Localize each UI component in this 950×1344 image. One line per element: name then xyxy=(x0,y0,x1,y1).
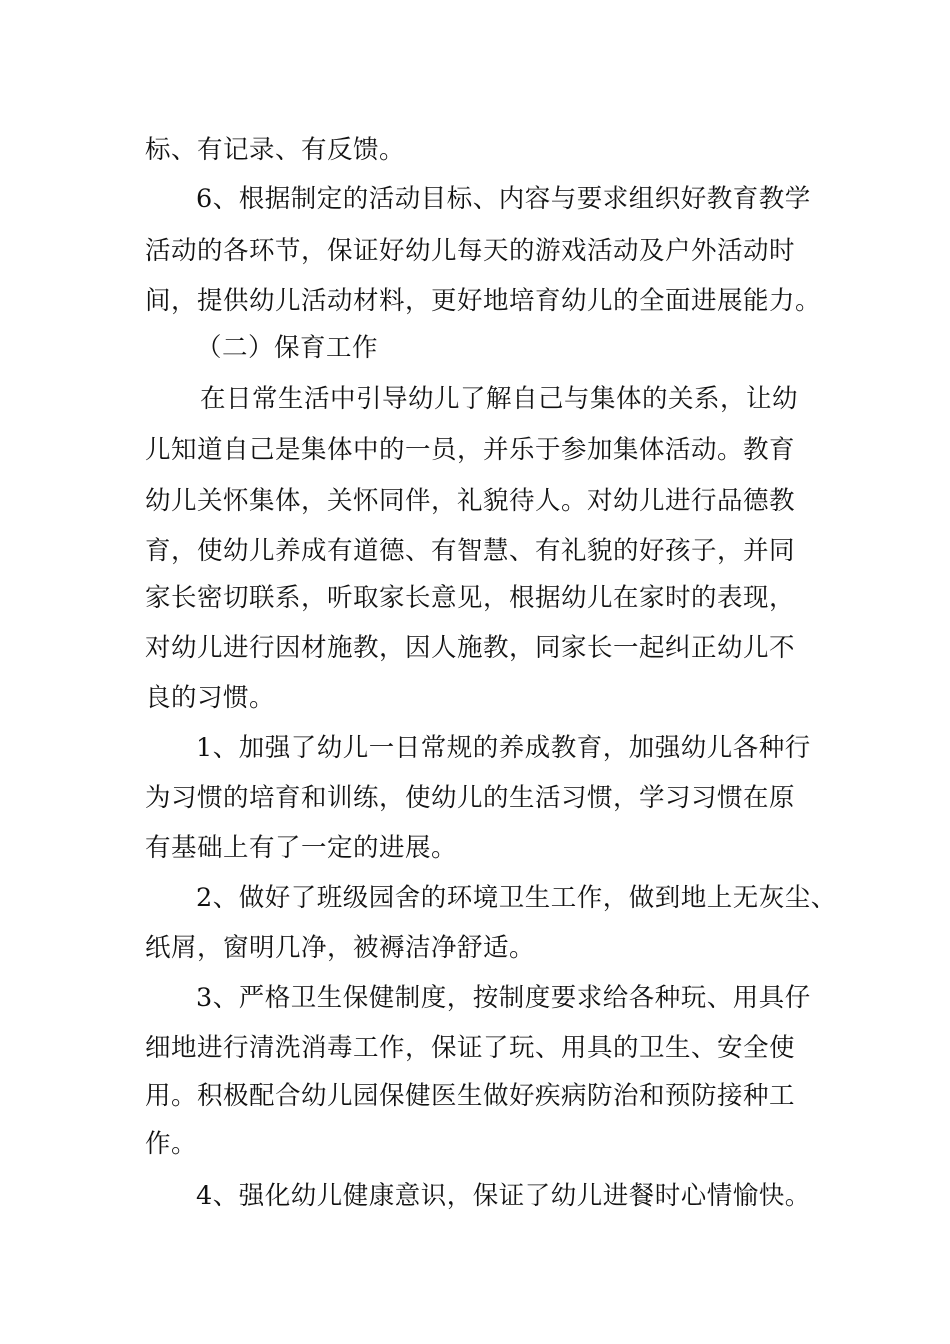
text-line: 细地进行清洗消毒工作，保证了玩、用具的卫生、安全使 xyxy=(145,1033,796,1063)
text-line: 1、加强了幼儿一日常规的养成教育，加强幼儿各种行 xyxy=(196,733,811,763)
text-line: 幼儿关怀集体，关怀同伴，礼貌待人。对幼儿进行品德教 xyxy=(145,486,796,516)
text-line: 儿知道自己是集体中的一员，并乐于参加集体活动。教育 xyxy=(145,435,796,465)
text-line: 用。积极配合幼儿园保健医生做好疾病防治和预防接种工 xyxy=(145,1081,796,1111)
text-line: 4、强化幼儿健康意识，保证了幼儿进餐时心情愉快。 xyxy=(196,1181,811,1211)
text-line: 活动的各环节，保证好幼儿每天的游戏活动及户外活动时 xyxy=(145,236,796,266)
text-line: 6、根据制定的活动目标、内容与要求组织好教育教学 xyxy=(196,184,811,214)
text-line: 良的习惯。 xyxy=(145,683,276,713)
text-line: 有基础上有了一定的进展。 xyxy=(145,833,458,863)
text-line: 对幼儿进行因材施教，因人施教，同家长一起纠正幼儿不 xyxy=(145,633,796,663)
text-line: 育，使幼儿养成有道德、有智慧、有礼貌的好孩子，并同 xyxy=(145,536,796,566)
text-line: 为习惯的培育和训练，使幼儿的生活习惯，学习习惯在原 xyxy=(145,783,796,813)
text-line: 家长密切联系，听取家长意见，根据幼儿在家时的表现， xyxy=(145,583,796,613)
text-line: 作。 xyxy=(145,1129,198,1159)
text-line: 2、做好了班级园舍的环境卫生工作，做到地上无灰尘、 xyxy=(196,883,837,913)
text-line: 3、严格卫生保健制度，按制度要求给各种玩、用具仔 xyxy=(196,983,811,1013)
text-line: 间，提供幼儿活动材料，更好地培育幼儿的全面进展能力。 xyxy=(145,286,822,316)
text-line: 纸屑，窗明几净，被褥洁净舒适。 xyxy=(145,933,536,963)
text-line: 在日常生活中引导幼儿了解自己与集体的关系，让幼 xyxy=(200,384,799,414)
section-heading: （二）保育工作 xyxy=(196,333,379,363)
text-line: 标、有记录、有反馈。 xyxy=(145,135,406,165)
